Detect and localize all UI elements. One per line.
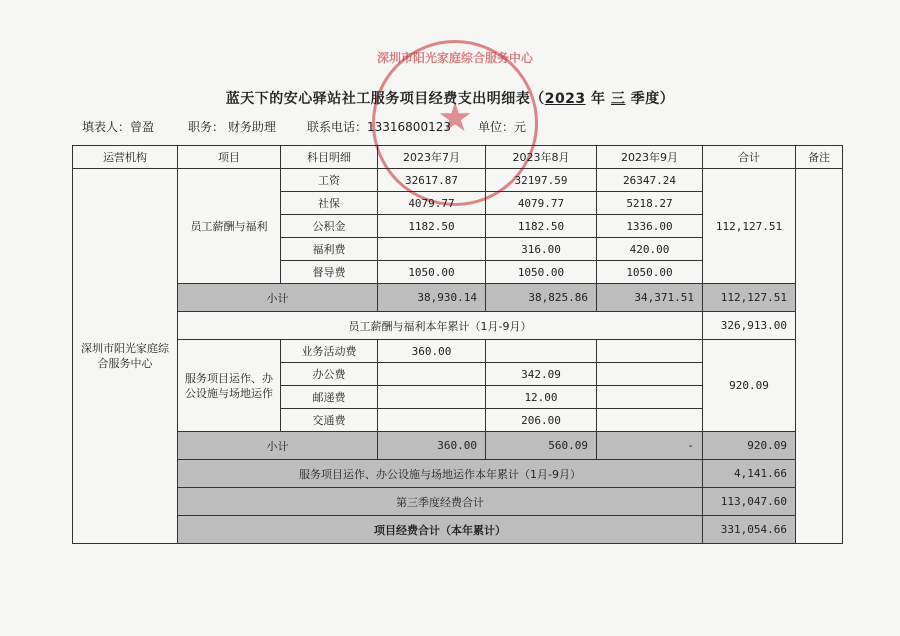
subtotal-row xyxy=(73,432,843,460)
value-m7 xyxy=(378,363,486,386)
category-total: 920.09 xyxy=(703,340,796,432)
category-total: 112,127.51 xyxy=(703,169,796,284)
value-m9 xyxy=(597,409,703,432)
subtotal-total: 112,127.51 xyxy=(703,284,796,312)
value-m7 xyxy=(378,238,486,261)
col-header: 运营机构 xyxy=(73,146,178,169)
item-name: 业务活动费 xyxy=(281,340,378,363)
value-m8: 316.00 xyxy=(486,238,597,261)
value-m9 xyxy=(597,363,703,386)
item-name: 邮递费 xyxy=(281,386,378,409)
remarks-cell xyxy=(796,169,843,544)
org-name: 深圳市阳光家庭综合服务中心 xyxy=(73,169,178,544)
title-year: 2023 xyxy=(544,91,586,107)
category-name: 员工薪酬与福利 xyxy=(178,169,281,284)
title-quarter: 三 xyxy=(610,91,626,107)
item-name: 督导费 xyxy=(281,261,378,284)
item-name: 办公费 xyxy=(281,363,378,386)
value-m8: 4079.77 xyxy=(486,192,597,215)
title-year-label: 年 xyxy=(591,91,606,107)
ytd-row xyxy=(73,312,843,340)
value-m8: 342.09 xyxy=(486,363,597,386)
col-header: 科目明细 xyxy=(281,146,378,169)
subtotal-m9: 34,371.51 xyxy=(597,284,703,312)
subtotal-row xyxy=(73,284,843,312)
subtotal-m9: - xyxy=(597,432,703,460)
expense-table xyxy=(72,145,843,544)
table-row xyxy=(73,340,843,363)
ytd-label: 服务项目运作、办公设施与场地运作本年累计（1月-9月） xyxy=(178,460,703,488)
preparer-info: 填表人：曾盈 xyxy=(82,120,155,134)
subtotal-m7: 38,930.14 xyxy=(378,284,486,312)
header-row xyxy=(73,146,843,169)
value-m8: 12.00 xyxy=(486,386,597,409)
grand-total-value: 331,054.66 xyxy=(703,516,796,544)
position-info: 职务： 财务助理 xyxy=(188,120,276,134)
title-prefix: 蓝天下的安心驿站社工服务项目经费支出明细表（ xyxy=(225,91,545,107)
value-m9: 26347.24 xyxy=(597,169,703,192)
value-m7: 360.00 xyxy=(378,340,486,363)
value-m7: 1182.50 xyxy=(378,215,486,238)
item-name: 工资 xyxy=(281,169,378,192)
table-row xyxy=(73,169,843,192)
ytd-label: 员工薪酬与福利本年累计（1月-9月） xyxy=(178,312,703,340)
item-name: 福利费 xyxy=(281,238,378,261)
grand-total-label: 项目经费合计（本年累计） xyxy=(178,516,703,544)
ytd-value: 326,913.00 xyxy=(703,312,796,340)
value-m9: 1336.00 xyxy=(597,215,703,238)
quarter-total-value: 113,047.60 xyxy=(703,488,796,516)
unit-info: 单位：元 xyxy=(478,120,527,134)
value-m9: 420.00 xyxy=(597,238,703,261)
title-suffix: 季度） xyxy=(630,91,675,107)
value-m8 xyxy=(486,340,597,363)
value-m7 xyxy=(378,386,486,409)
item-name: 交通费 xyxy=(281,409,378,432)
value-m9: 5218.27 xyxy=(597,192,703,215)
value-m8: 1050.00 xyxy=(486,261,597,284)
ytd-row xyxy=(73,460,843,488)
value-m8: 206.00 xyxy=(486,409,597,432)
col-header: 2023年9月 xyxy=(597,146,703,169)
subtotal-label: 小计 xyxy=(178,284,378,312)
seal-text: 深圳市阳光家庭综合服务中心 xyxy=(376,51,533,65)
value-m9 xyxy=(597,386,703,409)
quarter-total-label: 第三季度经费合计 xyxy=(178,488,703,516)
grand-total-row xyxy=(73,516,843,544)
subtotal-label: 小计 xyxy=(178,432,378,460)
value-m7: 1050.00 xyxy=(378,261,486,284)
value-m8: 32197.59 xyxy=(486,169,597,192)
seal-star-icon: ★ xyxy=(437,95,473,141)
category-name: 服务项目运作、办公设施与场地运作 xyxy=(178,340,281,432)
item-name: 社保 xyxy=(281,192,378,215)
phone-info: 联系电话：13316800123 xyxy=(307,120,451,134)
col-header: 合计 xyxy=(703,146,796,169)
col-header: 2023年7月 xyxy=(378,146,486,169)
value-m7: 32617.87 xyxy=(378,169,486,192)
subtotal-m7: 360.00 xyxy=(378,432,486,460)
col-header: 项目 xyxy=(178,146,281,169)
value-m7: 4079.77 xyxy=(378,192,486,215)
page-title xyxy=(0,88,900,108)
value-m7 xyxy=(378,409,486,432)
col-header: 2023年8月 xyxy=(486,146,597,169)
ytd-value: 4,141.66 xyxy=(703,460,796,488)
value-m8: 1182.50 xyxy=(486,215,597,238)
subtotal-total: 920.09 xyxy=(703,432,796,460)
quarter-total-row xyxy=(73,488,843,516)
value-m9 xyxy=(597,340,703,363)
subtotal-m8: 560.09 xyxy=(486,432,597,460)
subtotal-m8: 38,825.86 xyxy=(486,284,597,312)
value-m9: 1050.00 xyxy=(597,261,703,284)
col-header: 备注 xyxy=(796,146,843,169)
item-name: 公积金 xyxy=(281,215,378,238)
